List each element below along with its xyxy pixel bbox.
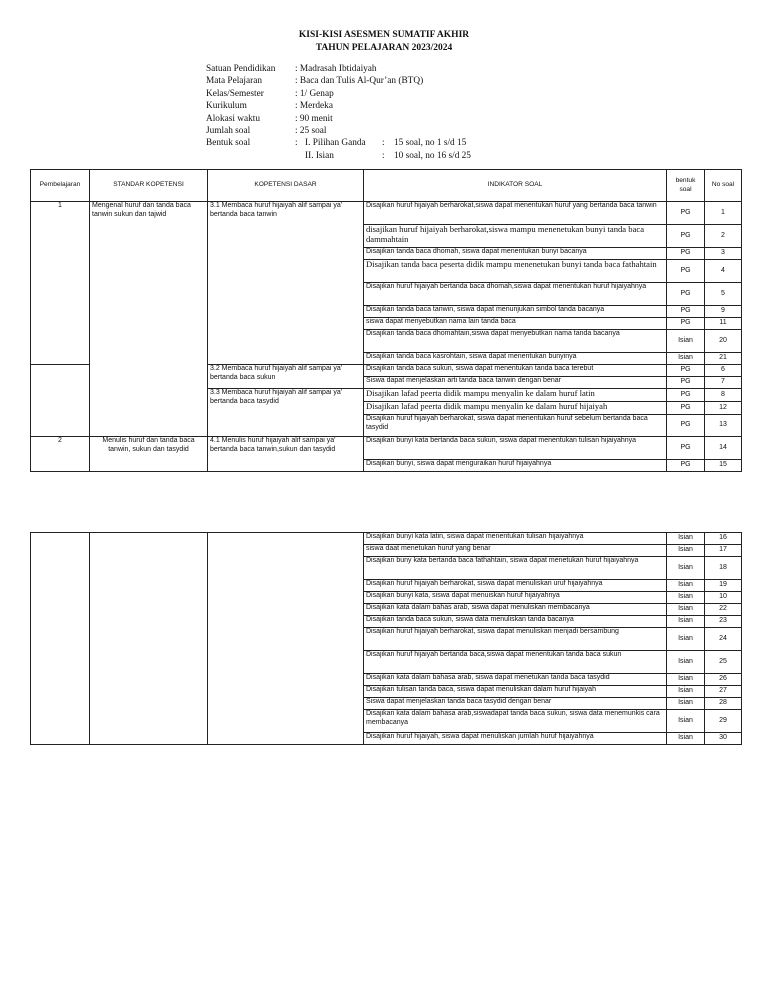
bentuk-cell: Isian xyxy=(667,686,705,698)
bentuk-type: II. Isian xyxy=(305,151,334,161)
indikator-cell: Disajikan kata dalam bahas arab, siswa dapat menuliskan membacanya xyxy=(364,604,667,616)
info-row xyxy=(206,125,423,137)
no-cell: 2 xyxy=(705,225,742,248)
indikator-cell: Disajikan tanda baca kasrohtain, siswa dapat menentukan bunyinya xyxy=(364,353,667,365)
bentuk-cell: Isian xyxy=(667,674,705,686)
no-cell: 1 xyxy=(705,202,742,225)
kisi-kisi-table-continued xyxy=(30,532,742,745)
table-row xyxy=(31,533,742,545)
no-cell: 12 xyxy=(705,402,742,415)
info-value: : 25 soal xyxy=(295,126,327,137)
info-value: : 1/ Genap xyxy=(295,88,334,99)
header-pembelajaran: Pembelajaran xyxy=(31,170,90,202)
bentuk-cell: Isian xyxy=(667,557,705,580)
no-cell: 16 xyxy=(705,533,742,545)
table-header-row xyxy=(31,170,742,202)
no-cell: 24 xyxy=(705,628,742,651)
kisi-kisi-table xyxy=(30,169,742,472)
indikator-cell: Disajikan buny kata bertanda baca fathahtain, siswa dapat menetukan huruf hijaiyahnya xyxy=(364,557,667,580)
info-value: : 90 menit xyxy=(295,113,333,124)
indikator-cell: Siswa dapat menjelaskan arti tanda baca tanwin dengan benar xyxy=(364,377,667,389)
bentuk-type: I. Pilihan Ganda xyxy=(305,138,366,148)
bentuk-cell: PG xyxy=(667,377,705,389)
bentuk-cell: PG xyxy=(667,283,705,306)
no-cell: 18 xyxy=(705,557,742,580)
bentuk-cell: PG xyxy=(667,365,705,377)
kd-cell: 4.1 Menulis huruf hijaiyah alif sampai ya' bertanda baca tanwin,sukun dan tasydid xyxy=(208,437,364,472)
bentuk-cell: Isian xyxy=(667,353,705,365)
standar-cell: Mengenal huruf dan tanda baca tanwin sukun dan tajwid xyxy=(90,202,208,437)
indikator-cell: Disajikan tanda baca peserta didik mampu menenetukan bunyi tanda baca fathahtain xyxy=(364,260,667,283)
indikator-cell: Disajikan huruf hijaiyah bertanda baca,siswa dapat menentukan tanda baca sukun xyxy=(364,651,667,674)
standar-cell: Menulis huruf dan tanda baca tanwin, sukun dan tasydid xyxy=(90,437,208,472)
info-label: Kelas/Semester xyxy=(206,88,264,99)
no-cell: 21 xyxy=(705,353,742,365)
info-block xyxy=(206,63,423,150)
bentuk-cell: PG xyxy=(667,225,705,248)
indikator-cell: Disajikan bunyi, siswa dapat menguraikan huruf hijaiyahnya xyxy=(364,460,667,472)
info-value: : Merdeka xyxy=(295,101,333,112)
document-subtitle: TAHUN PELAJARAN 2023/2024 xyxy=(315,43,453,53)
info-label: Satuan Pendidikan xyxy=(206,64,276,74)
no-cell: 29 xyxy=(705,710,742,733)
no-cell: 27 xyxy=(705,686,742,698)
bentuk-cell: PG xyxy=(667,402,705,415)
bentuk-cell: Isian xyxy=(667,710,705,733)
no-cell: 14 xyxy=(705,437,742,460)
info-row xyxy=(206,88,423,100)
bentuk-cell: Isian xyxy=(667,616,705,628)
no-cell: 26 xyxy=(705,674,742,686)
indikator-cell: siswa dapat menyebutkan nama lain tanda baca xyxy=(364,318,667,330)
no-cell: 20 xyxy=(705,330,742,353)
no-cell: 30 xyxy=(705,733,742,745)
header-indikator: INDIKATOR SOAL xyxy=(364,170,667,202)
bentuk-cell: Isian xyxy=(667,698,705,710)
bentuk-cell: PG xyxy=(667,415,705,437)
table-row xyxy=(31,202,742,225)
indikator-cell: Disajikan huruf hijaiyah berharokat,siswa dapat menentukan huruf yang bertanda baca tanwin xyxy=(364,202,667,225)
indikator-cell: Disajikan huruf hijaiyah, siswa dapat menuliskan jumlah huruf hijaiyahnya xyxy=(364,733,667,745)
header-bentuk: bentuk soal xyxy=(667,170,705,202)
bentuk-cell: Isian xyxy=(667,592,705,604)
pembelajaran-cell xyxy=(31,365,90,437)
bentuk-desc: 15 soal, no 1 s/d 15 xyxy=(394,138,467,148)
no-cell: 8 xyxy=(705,389,742,402)
bentuk-cell: PG xyxy=(667,318,705,330)
indikator-cell: Disajikan lafad peerta didik mampu menyalin ke dalam huruf hijaiyah xyxy=(364,402,667,415)
kd-cell: 3.1 Membaca huruf hijaiyah alif sampai ya' bertanda baca tanwin xyxy=(208,202,364,365)
pembelajaran-cell: 1 xyxy=(31,202,90,365)
info-label: Alokasi waktu xyxy=(206,113,260,124)
bentuk-cell: Isian xyxy=(667,533,705,545)
no-cell: 7 xyxy=(705,377,742,389)
indikator-cell: Disajikan bunyi kata latin, siswa dapat menentukan tulisan hijaiyahnya xyxy=(364,533,667,545)
kd-cell: 3.2 Membaca huruf hijaiyah alif sampai ya' bertanda baca sukun xyxy=(208,365,364,389)
indikator-cell: Siswa dapat menjelaskan tanda baca tasydid dengan benar xyxy=(364,698,667,710)
bentuk-cell: Isian xyxy=(667,733,705,745)
bentuk-cell: Isian xyxy=(667,580,705,592)
indikator-cell: Disajikan huruf hijaiyah bertanda baca dhomah,siswa dapat menentukan huruf hijaiyahnya xyxy=(364,283,667,306)
indikator-cell: Disajikan bunyi kata, siswa dapat menuiskan huruf hijaiyahnya xyxy=(364,592,667,604)
kd-cell: 3.3 Membaca huruf hijaiyah alif sampai ya' bertanda baca tasydid xyxy=(208,389,364,437)
info-label: Bentuk soal xyxy=(206,138,251,149)
indikator-cell: disajikan huruf hijaiyah berharokat,siswa mampu menenetukan bunyi tanda baca dammahtain xyxy=(364,225,667,248)
info-value: : xyxy=(295,138,298,149)
no-cell: 15 xyxy=(705,460,742,472)
no-cell: 4 xyxy=(705,260,742,283)
info-label: Mata Pelajaran xyxy=(206,76,263,87)
document-title: KISI-KISI ASESMEN SUMATIF AKHIR xyxy=(298,30,470,40)
indikator-cell: Disajikan tanda baca dhomah, siswa dapat menentukan bunyi bacanya xyxy=(364,248,667,260)
no-cell: 22 xyxy=(705,604,742,616)
indikator-cell: Disajikan huruf hijaiyah berharokat, siswa dapat menentukan huruf sebelum bertanda baca tasydid xyxy=(364,415,667,437)
indikator-cell: Disajikan kata dalam bahasa arab, siswa dapat menetukan tanda baca tasydid xyxy=(364,674,667,686)
info-label: Jumlah soal xyxy=(206,126,251,137)
no-cell: 3 xyxy=(705,248,742,260)
no-cell: 9 xyxy=(705,306,742,318)
no-cell: 19 xyxy=(705,580,742,592)
bentuk-cell: PG xyxy=(667,306,705,318)
bentuk-cell: PG xyxy=(667,437,705,460)
bentuk-cell: Isian xyxy=(667,604,705,616)
info-row xyxy=(206,113,423,125)
bentuk-cell: Isian xyxy=(667,628,705,651)
indikator-cell: Disajikan tanda baca dhomahtain,siswa dapat menyebutkan nama tanda bacanya xyxy=(364,330,667,353)
no-cell: 28 xyxy=(705,698,742,710)
indikator-cell: Disajikan tulisan tanda baca, siswa dapat menuliskan dalam huruf hijaiyah xyxy=(364,686,667,698)
no-cell: 13 xyxy=(705,415,742,437)
pembelajaran-cell xyxy=(31,533,90,745)
info-value: : Baca dan Tulis Al-Qur’an (BTQ) xyxy=(295,76,424,87)
indikator-cell: Disajikan tanda baca sukun, siswa data menuliskan tanda bacanya xyxy=(364,616,667,628)
indikator-cell: siswa daat menetukan huruf yang benar xyxy=(364,545,667,557)
header-standar: STANDAR KOPETENSI xyxy=(90,170,208,202)
no-cell: 11 xyxy=(705,318,742,330)
bentuk-cell: Isian xyxy=(667,545,705,557)
standar-cell xyxy=(90,533,208,745)
indikator-cell: Disajikan huruf hijaiyah berharokat, siswa dapat menuliskan uruf hijaiyahnya xyxy=(364,580,667,592)
info-value: : Madrasah Ibtidaiyah xyxy=(295,64,377,74)
no-cell: 17 xyxy=(705,545,742,557)
info-row xyxy=(206,75,423,87)
bentuk-cell: PG xyxy=(667,248,705,260)
bentuk-colon: : xyxy=(382,151,385,161)
indikator-cell: Disajikan huruf hijaiyah berharokat, siswa dapat menuliskan menjadi bersambung xyxy=(364,628,667,651)
info-row xyxy=(206,63,423,75)
indikator-cell: Disajikan kata dalam bahasa arab,siswadapat tanda baca sukun, siswa data menemunkis cara membacanya xyxy=(364,710,667,733)
info-row xyxy=(206,100,423,112)
bentuk-cell: PG xyxy=(667,389,705,402)
indikator-cell: Disajikan lafad peerta didik mampu menyalin ke dalam huruf latin xyxy=(364,389,667,402)
no-cell: 6 xyxy=(705,365,742,377)
header-kompetensi: KOPETENSI DASAR xyxy=(208,170,364,202)
no-cell: 23 xyxy=(705,616,742,628)
bentuk-cell: Isian xyxy=(667,330,705,353)
bentuk-cell: PG xyxy=(667,260,705,283)
bentuk-cell: PG xyxy=(667,202,705,225)
header-no: No soal xyxy=(705,170,742,202)
bentuk-cell: Isian xyxy=(667,651,705,674)
bentuk-colon: : xyxy=(382,138,385,148)
table-row xyxy=(31,437,742,460)
indikator-cell: Disajikan tanda baca tanwin, siswa dapat menunjukan simbol tanda bacanya xyxy=(364,306,667,318)
info-label: Kurikulum xyxy=(206,101,247,112)
kd-cell xyxy=(208,533,364,745)
bentuk-cell: PG xyxy=(667,460,705,472)
no-cell: 10 xyxy=(705,592,742,604)
pembelajaran-cell: 2 xyxy=(31,437,90,472)
bentuk-desc: 10 soal, no 16 s/d 25 xyxy=(394,151,471,161)
indikator-cell: Disajikan tanda baca sukun, siswa dapat menentukan tanda baca terebut xyxy=(364,365,667,377)
no-cell: 25 xyxy=(705,651,742,674)
indikator-cell: Disajikan bunyi kata bertanda baca sukun, siswa dapat menentukan tulisan hijaiyahnya xyxy=(364,437,667,460)
no-cell: 5 xyxy=(705,283,742,306)
